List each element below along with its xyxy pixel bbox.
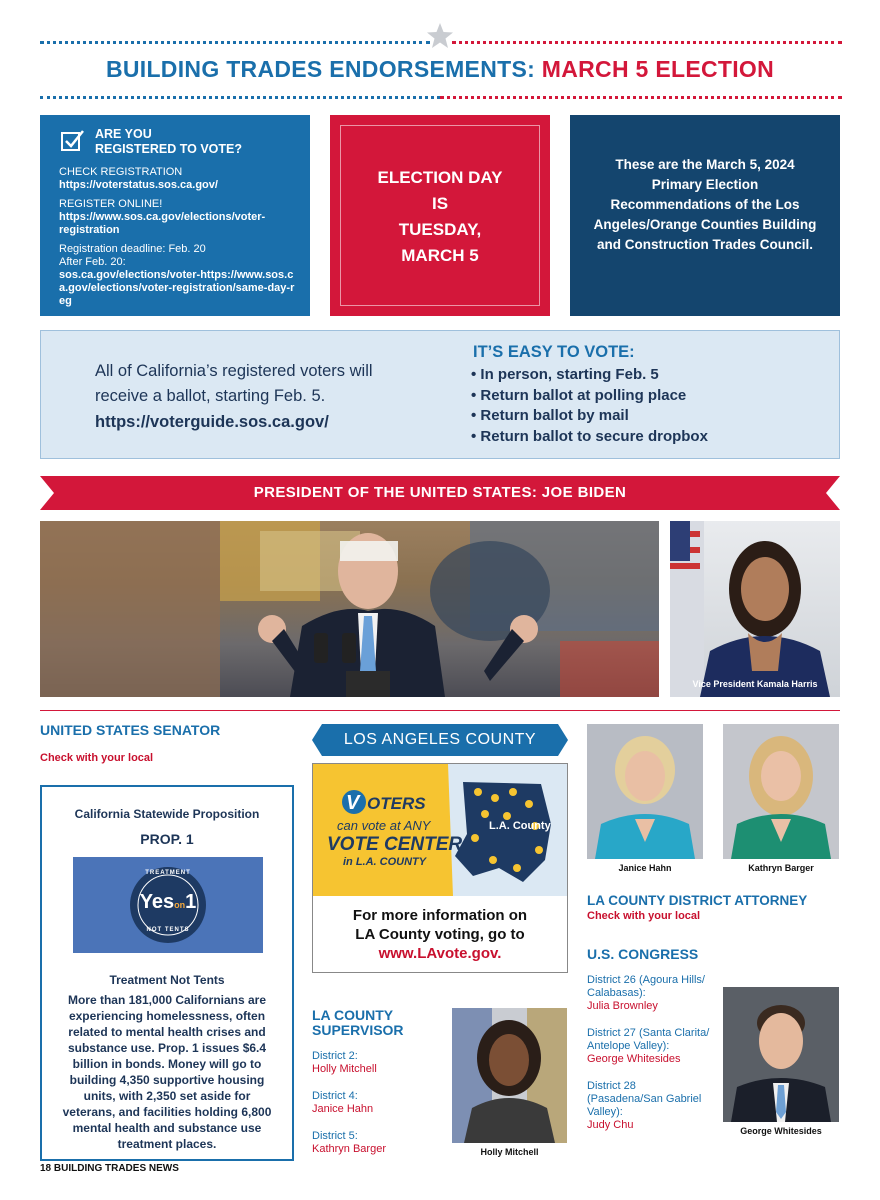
president-banner: PRESIDENT OF THE UNITED STATES: JOE BIDEN xyxy=(253,484,627,501)
ad-v-letter: V xyxy=(346,792,360,814)
prop1-logo xyxy=(73,857,263,953)
list-item: • Return ballot to secure dropbox xyxy=(471,427,708,445)
prop1-logo-top: TREATMENT xyxy=(145,870,191,876)
senator-note: Check with your local xyxy=(40,752,154,764)
after-deadline-label: After Feb. 20: xyxy=(59,256,126,268)
prop1-logo-num: 1 xyxy=(185,891,197,913)
top-dotted-rule-left xyxy=(40,41,430,44)
da-note: Check with your local xyxy=(587,910,701,922)
register-online-link[interactable]: https://www.sos.ca.gov/elections/voter-registration xyxy=(59,211,266,236)
harris-photo xyxy=(670,521,840,697)
ad-line4: in L.A. COUNTY xyxy=(343,856,427,868)
holly-mitchell-caption: Holly Mitchell xyxy=(480,1147,539,1157)
list-item xyxy=(312,1130,442,1156)
kathryn-barger-photo xyxy=(723,724,839,859)
prop1-body: More than 181,000 Californians are experiencing homelessness, often related to mental health crises and substance use. Prop. 1 issues $6.4 billion in bonds. Money will go to building 4,350 supportive housing units, with 2,350 set aside for veterans, and facilities holding 6,800 mental health and substance use treatment places. xyxy=(62,993,272,1151)
recommendations-text: These are the March 5, 2024 Primary Election Recommendations of the Los Angeles/Orange Counties Building and Construction Trades Council. xyxy=(593,157,817,252)
easy-to-vote-heading: IT’S EASY TO VOTE: xyxy=(473,343,635,361)
district-label: District 5: xyxy=(312,1130,358,1142)
prop1-logo-yes: Yes xyxy=(139,891,175,913)
registration-box xyxy=(40,115,310,316)
list-item: • Return ballot at polling place xyxy=(471,386,687,404)
list-item xyxy=(587,1027,711,1066)
ballot-info-text: All of California’s registered voters will receive a ballot, starting Feb. 5. xyxy=(95,362,373,405)
lavote-info xyxy=(313,906,567,963)
janice-hahn-photo xyxy=(587,724,703,859)
election-day-box xyxy=(330,115,550,316)
ad-line2: can vote at ANY xyxy=(337,818,431,833)
prop1-logo-on: on xyxy=(174,900,186,910)
bottom-dotted-rule-right xyxy=(440,96,842,99)
janice-hahn-photo-art xyxy=(587,724,703,859)
biden-photo-art xyxy=(40,521,659,697)
register-details xyxy=(59,166,299,308)
prop1-logo-main xyxy=(73,891,263,914)
kathryn-barger-photo-art xyxy=(723,724,839,859)
list-item xyxy=(587,1080,711,1132)
title-red: MARCH 5 ELECTION xyxy=(541,56,775,82)
election-day-line2: IS xyxy=(431,194,449,213)
candidate-name: Janice Hahn xyxy=(312,1103,374,1115)
congress-districts xyxy=(587,974,711,1132)
election-day-line1: ELECTION DAY xyxy=(377,168,503,187)
lavote-ad xyxy=(312,763,568,973)
list-item xyxy=(312,1090,442,1116)
lavote-link[interactable]: www.LAvote.gov. xyxy=(378,945,502,962)
harris-photo-art xyxy=(670,521,840,697)
congress-heading: U.S. CONGRESS xyxy=(587,946,699,962)
check-registration-link[interactable]: https://voterstatus.sos.ca.gov/ xyxy=(59,179,218,191)
election-day-text xyxy=(330,165,550,269)
check-registration-label: CHECK REGISTRATION xyxy=(59,166,183,178)
register-heading-line2: REGISTERED TO VOTE? xyxy=(95,142,243,156)
candidate-name: Kathryn Barger xyxy=(312,1143,386,1155)
holly-mitchell-photo-art xyxy=(452,1008,567,1143)
candidate-name: Julia Brownley xyxy=(587,1000,658,1012)
candidate-name: Holly Mitchell xyxy=(312,1063,377,1075)
prop1-box xyxy=(40,785,294,1161)
district-label: District 27 (Santa Clarita/ Antelope Valley): xyxy=(587,1027,710,1052)
election-day-line3: TUESDAY, xyxy=(398,220,482,239)
kathryn-barger-caption: Kathryn Barger xyxy=(748,863,814,873)
supervisor-districts xyxy=(312,1050,442,1156)
district-label: District 4: xyxy=(312,1090,358,1102)
voter-guide-link[interactable]: https://voterguide.sos.ca.gov/ xyxy=(95,413,329,431)
ad-voters: OTERS xyxy=(367,794,426,813)
page-title xyxy=(0,56,880,83)
ad-line3: VOTE CENTER xyxy=(327,834,463,855)
register-heading xyxy=(95,127,242,157)
prop1-subheading: Treatment Not Tents xyxy=(109,973,225,987)
prop1-heading: California Statewide Proposition xyxy=(74,807,260,821)
prop1-logo-bottom: NOT TENTS xyxy=(146,927,190,933)
list-item: • Return ballot by mail xyxy=(471,407,629,424)
george-whitesides-photo xyxy=(723,987,839,1122)
supervisor-heading xyxy=(312,1008,404,1038)
prop1-title: PROP. 1 xyxy=(140,831,194,847)
list-item xyxy=(587,974,711,1013)
candidate-name: Judy Chu xyxy=(587,1119,634,1131)
supervisor-heading-line2: SUPERVISOR xyxy=(312,1022,404,1038)
recommendations-box xyxy=(570,115,840,316)
registration-deadline: Registration deadline: Feb. 20 xyxy=(59,243,206,255)
da-heading: LA COUNTY DISTRICT ATTORNEY xyxy=(587,893,808,908)
section-divider xyxy=(40,710,840,711)
lavote-ad-graphic xyxy=(313,764,567,896)
holly-mitchell-photo xyxy=(452,1008,567,1143)
list-item: • In person, starting Feb. 5 xyxy=(471,366,659,383)
register-online-label: REGISTER ONLINE! xyxy=(59,198,163,210)
district-label: District 2: xyxy=(312,1050,358,1062)
checkbox-icon xyxy=(60,128,86,154)
lavote-info-line2: LA County voting, go to xyxy=(355,926,525,943)
lavote-info-line1: For more information on xyxy=(352,907,528,924)
election-day-line4: MARCH 5 xyxy=(401,246,479,265)
easy-to-vote-list xyxy=(471,365,708,447)
footer-page-label: 18 BUILDING TRADES NEWS xyxy=(40,1163,179,1174)
top-dotted-rule-right xyxy=(452,41,842,44)
district-label: District 26 (Agoura Hills/ Calabasas): xyxy=(587,974,705,999)
senator-heading: UNITED STATES SENATOR xyxy=(40,722,221,738)
supervisor-heading-line1: LA COUNTY xyxy=(312,1007,394,1023)
ad-map-label: L.A. County xyxy=(489,820,551,832)
vp-caption: Vice President Kamala Harris xyxy=(692,679,818,689)
george-whitesides-photo-art xyxy=(723,987,839,1122)
register-heading-line1: ARE YOU xyxy=(95,127,152,141)
biden-photo xyxy=(40,521,659,697)
list-item xyxy=(312,1050,442,1076)
star-icon xyxy=(426,22,454,50)
district-label: District 28 (Pasadena/San Gabriel Valley): xyxy=(587,1080,702,1118)
bottom-dotted-rule-left xyxy=(40,96,440,99)
ballot-info-box xyxy=(40,330,840,459)
george-whitesides-caption: George Whitesides xyxy=(740,1126,822,1136)
la-county-banner: LOS ANGELES COUNTY xyxy=(343,731,537,748)
title-blue: BUILDING TRADES ENDORSEMENTS: xyxy=(105,56,536,82)
candidate-name: George Whitesides xyxy=(587,1053,681,1065)
janice-hahn-caption: Janice Hahn xyxy=(618,863,672,873)
same-day-registration-link[interactable]: sos.ca.gov/elections/voter-https://www.sos.ca.gov/elections/voter-registration/same-day-reg xyxy=(59,269,295,307)
